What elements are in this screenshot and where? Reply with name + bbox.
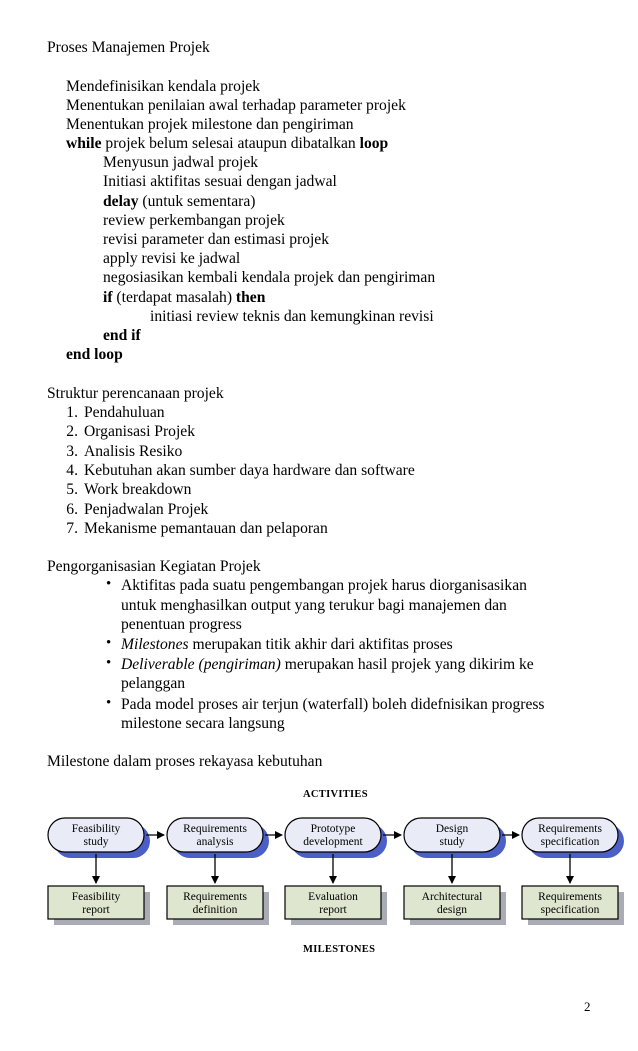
list-item: Penjadwalan Projek [84,501,209,518]
list-item: Organisasi Projek [84,423,196,440]
activity-label: Requirements [538,823,602,835]
list-number: 7. [66,520,78,537]
milestone-label: design [436,904,468,916]
activity-label: development [303,836,363,848]
milestone-label: Architectural [421,891,483,903]
activity-label: Requirements [183,823,247,835]
keyword-end-if: end if [103,327,141,344]
milestone-label: report [82,904,110,916]
activity-label: analysis [196,836,234,848]
bullet-text: Pada model proses air terjun (waterfall) boleh didefnisikan progress [121,696,545,713]
activities-label: ACTIVITIES [303,789,368,800]
bullet-icon: • [106,635,112,651]
keyword-loop: loop [359,135,389,152]
list-item: Work breakdown [84,481,192,498]
bullet-text: untuk menghasilkan output yang terukur bagi manajemen dan [121,597,507,614]
bullet-text: pelanggan [121,675,186,692]
text-line: Menentukan penilaian awal terhadap parameter projek [66,97,406,114]
delay-line [103,192,255,211]
list-number: 1. [66,404,78,421]
bullet-icon: • [106,576,112,592]
list-item: Analisis Resiko [84,443,183,460]
text-line: Menyusun jadwal projek [103,154,259,171]
list-number: 6. [66,501,78,518]
activity-label: Prototype [310,823,356,835]
page-number: 2 [584,999,591,1014]
text-line: revisi parameter dan estimasi projek [103,231,330,248]
if-condition: (terdapat masalah) [112,289,236,306]
bullet-text [121,635,453,654]
keyword-if: if [103,289,113,306]
keyword-then: then [235,289,266,306]
keyword-while: while [66,135,102,152]
milestone-label: definition [192,904,238,916]
text-line: Menentukan projek milestone dan pengiriman [66,116,354,133]
term-deliverable: Deliverable (pengiriman) [121,656,281,673]
list-item: Kebutuhan akan sumber daya hardware dan software [84,462,415,479]
activity-label: study [83,836,109,848]
list-number: 2. [66,423,78,440]
bullet-icon: • [106,695,112,711]
bullet-text [121,655,534,674]
milestone-label: Evaluation [308,891,358,903]
section-title-struktur: Struktur perencanaan projek [47,385,224,402]
section-title-proses: Proses Manajemen Projek [47,39,210,56]
text-line: negosiasikan kembali kendala projek dan pengiriman [103,269,436,286]
bullet-text: milestone secara langsung [121,715,285,732]
bullet-text-rest: merupakan titik akhir dari aktifitas proses [188,636,453,653]
section-title-milestone: Milestone dalam proses rekayasa kebutuhan [47,753,323,770]
term-milestones: Milestones [121,636,189,653]
milestone-label: report [319,904,347,916]
process-diagram [0,810,638,950]
activity-label: specification [540,836,600,848]
activity-label: Design [435,823,469,835]
text-line: Mendefinisikan kendala projek [66,78,260,95]
text-line: apply revisi ke jadwal [103,250,241,267]
bullet-icon: • [106,655,112,671]
milestones-label: MILESTONES [303,944,376,955]
bullet-text-rest: merupakan hasil projek yang dikirim ke [280,656,534,673]
activity-label: Feasibility [71,823,121,835]
list-item: Pendahuluan [84,404,165,421]
activity-label: study [439,836,465,848]
while-line [66,134,388,153]
while-condition: projek belum selesai ataupun dibatalkan [101,135,360,152]
if-line [103,288,265,307]
milestone-label: Requirements [183,891,247,903]
list-item: Mekanisme pemantauan dan pelaporan [84,520,328,537]
list-number: 3. [66,443,78,460]
text-line: Initiasi aktifitas sesuai dengan jadwal [103,173,337,190]
bullet-text: penentuan progress [121,616,242,633]
milestone-label: Requirements [538,891,602,903]
milestone-label: Feasibility [71,891,121,903]
section-title-pengorganisasian: Pengorganisasian Kegiatan Projek [47,558,261,575]
keyword-delay: delay [103,193,139,210]
text-line: review perkembangan projek [103,212,285,229]
list-number: 5. [66,481,78,498]
delay-text: (untuk sementara) [138,193,256,210]
milestone-label: specification [540,904,600,916]
bullet-text: Aktifitas pada suatu pengembangan projek harus diorganisasikan [121,577,527,594]
text-line: initiasi review teknis dan kemungkinan revisi [150,308,434,325]
list-number: 4. [66,462,78,479]
keyword-end-loop: end loop [66,346,123,363]
